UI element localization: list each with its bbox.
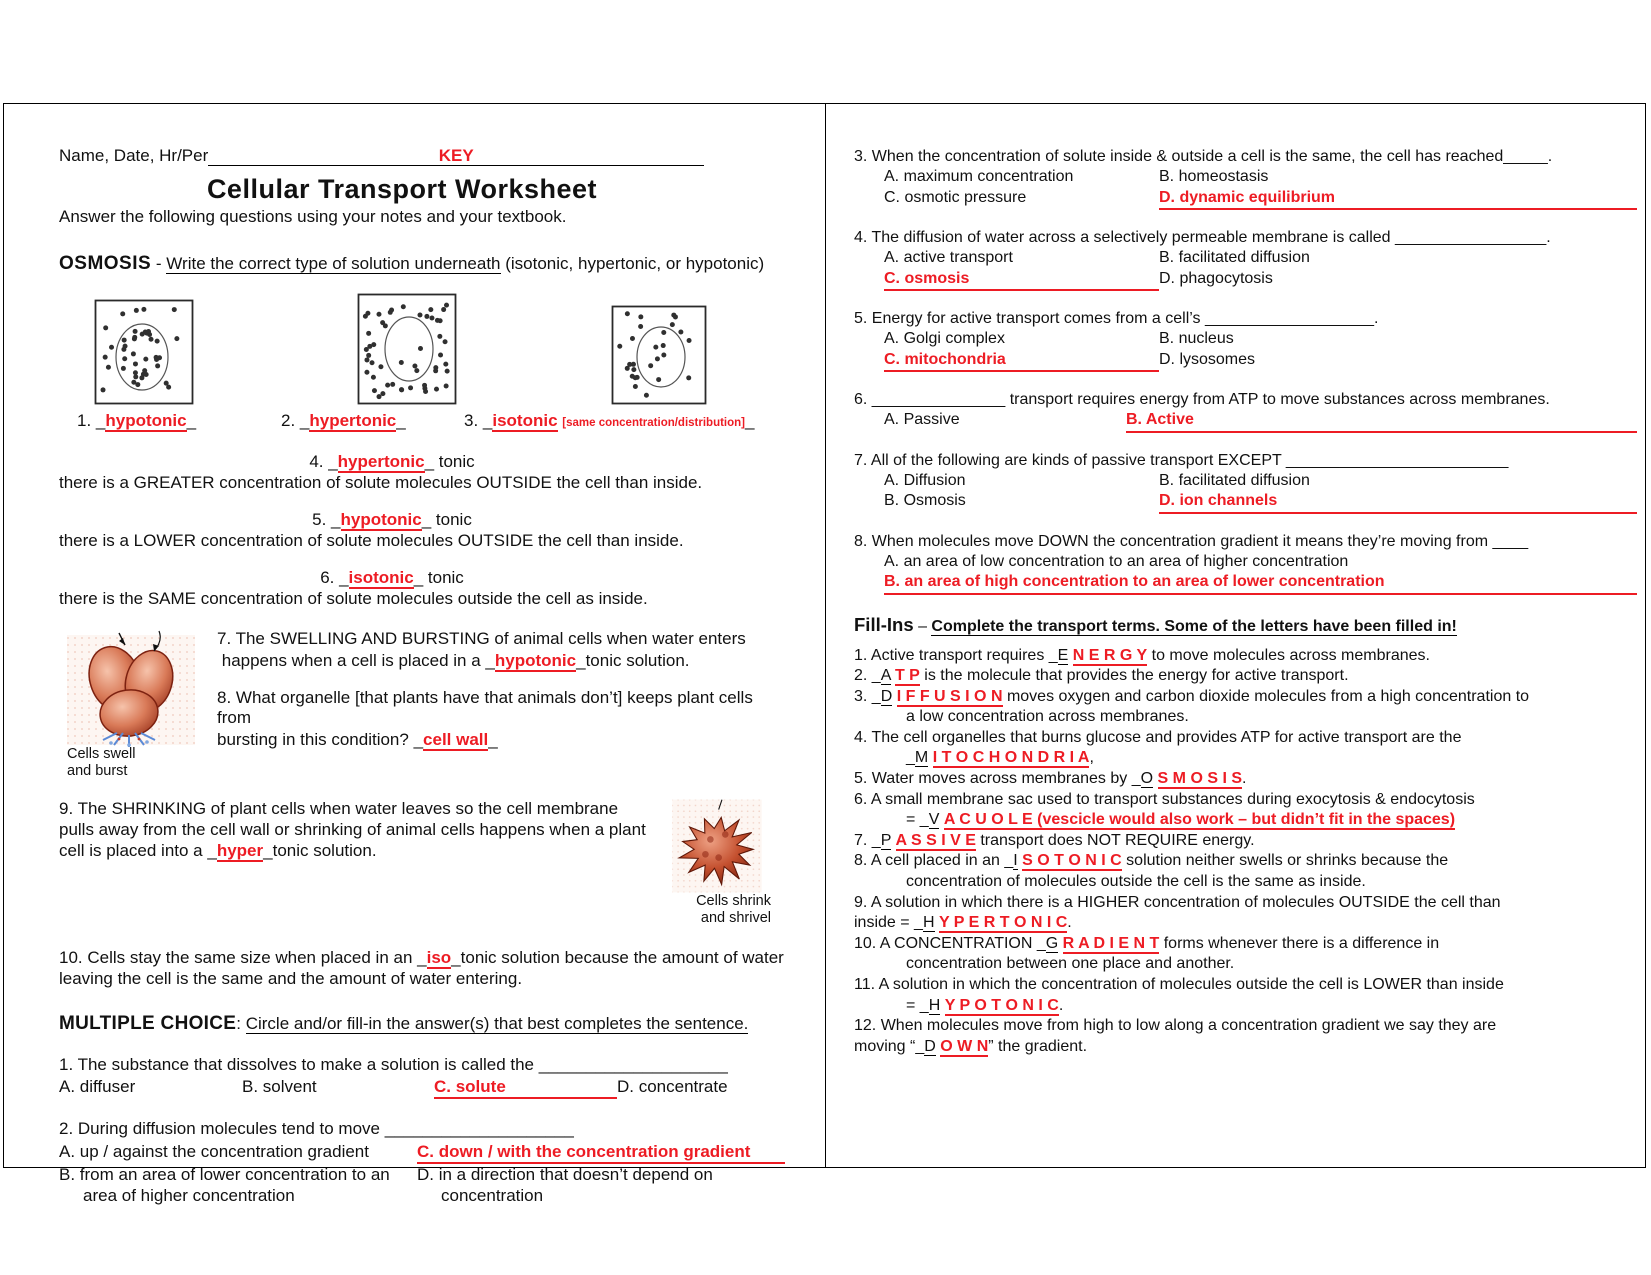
name-blank-line — [208, 146, 704, 166]
question-9-text: 9. The SHRINKING of plant cells when water leaves so the cell membrane pulls away from the cell wall or shrinking of animal cells happens when a plant cell is placed into a _hyper_tonic solution. — [59, 799, 646, 860]
fillin-answer: R A D I E N T — [1062, 934, 1160, 952]
mc-question-6-options — [854, 410, 1637, 433]
mc-question-3-options — [854, 167, 1637, 210]
fillin-line: 4. The cell organelles that burns glucose and provides ATP for active transport are the — [854, 728, 1462, 746]
mc2-option-3: B. from an area of lower concentration to an area of higher concentration — [59, 1165, 390, 1205]
mc-question-7-option-1: A. Diffusion — [884, 471, 966, 489]
mc-question-4-option-4: D. phagocytosis — [1159, 269, 1273, 287]
diagram-answer-3: isotonic — [492, 411, 558, 430]
mc-question-2-stem: 2. During diffusion molecules tend to move ____________________ — [59, 1119, 574, 1138]
fillin-item-9 — [854, 893, 1637, 934]
fillin-item-4 — [854, 728, 1637, 769]
fillin-given-letter: H — [922, 914, 935, 932]
tonic-answer-line: 4. _hypertonic_ tonic — [309, 452, 475, 471]
mc-question-8-option-1: A. an area of low concentration to an area of higher concentration — [884, 552, 1349, 570]
mc1-option-4: D. concentrate — [617, 1077, 728, 1096]
mc-question-8-stem: 8. When molecules move DOWN the concentration gradient it means they’re moving from ____ — [854, 532, 1529, 550]
fillin-line: 6. A small membrane sac used to transport substances during exocytosis & endocytosis — [854, 790, 1475, 808]
fillin-answer: Y P E R T O N I C — [938, 914, 1068, 932]
cells-shrink-figure — [661, 798, 773, 927]
tonic-question-5 — [59, 510, 785, 551]
cells-swell-caption: Cells swell and burst — [67, 746, 136, 779]
mc-question-3-stem: 3. When the concentration of solute inside & outside a cell is the same, the cell has reached_____. — [854, 148, 1553, 165]
fillin-given-letter: A — [880, 667, 891, 685]
fillin-line: 9. A solution in which there is a HIGHER concentration of molecules OUTSIDE the cell than — [854, 893, 1501, 911]
mc-question-3-option-4: D. dynamic equilibrium — [1159, 188, 1637, 211]
tonic-answer: isotonic — [348, 568, 414, 587]
fillin-line: 7. _P A S S I V E transport does NOT REQUIRE energy. — [854, 831, 1255, 849]
osmosis-heading: OSMOSIS — [59, 253, 152, 274]
osmosis-diagram-2 — [357, 293, 457, 405]
mc-question-8-option-2: B. an area of high concentration to an area of lower concentration — [884, 572, 1637, 595]
cells-swell-figure — [59, 629, 217, 780]
fillin-line: 12. When molecules move from high to low along a concentration gradient we say they are — [854, 1017, 1497, 1035]
mc-question-3-option-3: C. osmotic pressure — [884, 188, 1027, 206]
fillin-item-11 — [854, 975, 1637, 1016]
mc-question-7-option-3: B. Osmosis — [884, 492, 966, 509]
question-7-line2: happens when a cell is placed in a _hypotonic_tonic solution. — [221, 651, 690, 670]
fillin-line: moving “_D O W N” the gradient. — [854, 1037, 1088, 1055]
question-7-line1: 7. The SWELLING AND BURSTING of animal cells when water enters — [217, 629, 746, 648]
mc-question-6-stem: 6. _______________ transport requires energy from ATP to move substances across membranes. — [854, 391, 1550, 408]
tonic-answer-line: 6. _isotonic_ tonic — [320, 568, 464, 587]
fillin-answer: S M O S I S — [1157, 770, 1243, 788]
mc-question-8-options — [854, 552, 1637, 595]
question-8-line1: 8. What organelle [that plants have that animals don’t] keeps plant cells from — [217, 688, 753, 727]
mc-question-7-options — [854, 471, 1637, 514]
fillin-item-2 — [854, 666, 1637, 687]
fillin-given-letter: M — [914, 749, 929, 767]
fillin-line: inside = _H Y P E R T O N I C. — [854, 914, 1072, 932]
q10-answer: iso — [426, 948, 452, 967]
mc-question-3 — [854, 148, 1637, 210]
osmosis-diagram-1 — [94, 299, 194, 405]
page-right — [826, 104, 1647, 1167]
cells-swell-illustration — [59, 629, 209, 747]
fillin-line: concentration of molecules outside the cell is the same as inside. — [906, 873, 1366, 891]
diagram-label-2: 2. _hypertonic_ — [281, 411, 406, 430]
name-label: Name, Date, Hr/Per — [59, 146, 209, 165]
mc-question-3-option-1: A. maximum concentration — [884, 168, 1074, 185]
osmosis-dash: - — [151, 254, 167, 273]
mc-question-4-option-1: A. active transport — [884, 249, 1013, 266]
fillin-line: _M I T O C H O N D R I A, — [906, 749, 1094, 767]
mc-question-7-option-2: B. facilitated diffusion — [1159, 471, 1310, 489]
worksheet-sheet — [3, 103, 1646, 1205]
fillin-line: 8. A cell placed in an _I S O T O N I C solution neither swells or shrinks because the — [854, 852, 1449, 870]
mc2-option-1: A. up / against the concentration gradient — [59, 1142, 369, 1161]
mc-question-5-option-2: B. nucleus — [1159, 330, 1234, 347]
fillin-line: 5. Water moves across membranes by _O S M O S I S. — [854, 770, 1247, 788]
osmosis-paren: (isotonic, hypertonic, or hypotonic) — [500, 254, 765, 273]
fillin-given-letter: H — [928, 996, 941, 1014]
mc2-option-4: D. in a direction that doesn’t depend on concentration — [417, 1165, 713, 1205]
fillin-item-12 — [854, 1016, 1637, 1057]
mc-question-5-option-3: C. mitochondria — [884, 350, 1159, 373]
fillin-given-letter: I — [1013, 852, 1018, 870]
tonic-answer: hypertonic — [337, 452, 425, 471]
fillin-answer: N E R G Y — [1072, 646, 1148, 664]
cells-shrivel-illustration — [661, 798, 773, 894]
cells-shrink-caption: Cells shrink and shrivel — [696, 893, 771, 926]
mc-question-5-options — [854, 329, 1637, 372]
diagram-answer-note: [same concentration/distribution] — [562, 417, 746, 429]
mc-questions-3-8 — [854, 148, 1637, 595]
mc-question-8 — [854, 533, 1637, 595]
diagram-answer-1: hypotonic — [105, 411, 187, 430]
question-10: 10. Cells stay the same size when placed in an _iso_tonic solution because the amount of water leaving the cell is the same and the amount of water entering. — [59, 948, 784, 988]
mc-question-7-stem: 7. All of the following are kinds of passive transport EXCEPT _________________________ — [854, 451, 1509, 469]
fillin-given-letter: P — [880, 831, 892, 849]
fillin-item-3 — [854, 687, 1637, 728]
tonic-description: there is a LOWER concentration of solute molecules OUTSIDE the cell than inside. — [59, 531, 684, 550]
diagram-label-1: 1. _hypotonic_ — [77, 411, 197, 430]
fillin-answer: T P — [894, 667, 920, 685]
key-label: KEY — [438, 146, 474, 165]
osmosis-section-heading — [59, 253, 785, 275]
fillin-given-letter: D — [924, 1037, 936, 1055]
fillins-heading: Fill-Ins – Complete the transport terms. Some of the letters have been filled in! — [854, 613, 1457, 635]
fillins-list — [854, 646, 1637, 1058]
fillin-given-letter: O — [1140, 770, 1154, 788]
mc-question-4 — [854, 229, 1637, 291]
tonic-description: there is the SAME concentration of solute molecules outside the cell as inside. — [59, 589, 648, 608]
q7-answer: hypotonic — [494, 651, 577, 670]
mc-question-7 — [854, 452, 1637, 514]
tonic-description: there is a GREATER concentration of solute molecules OUTSIDE the cell than inside. — [59, 473, 703, 492]
fillin-given-letter: D — [880, 687, 893, 705]
mc1-option-3: C. solute — [434, 1077, 617, 1099]
fillin-item-10 — [854, 934, 1637, 975]
mc-question-6-option-2: B. Active — [1126, 410, 1637, 433]
fillin-given-letter: E — [1057, 646, 1069, 664]
mc-question-1-stem: 1. The substance that dissolves to make a solution is called the ____________________ — [59, 1055, 728, 1074]
diagram-label-3: 3. _isotonic [same concentration/distribution]_ — [464, 411, 755, 430]
mc-question-1-options — [59, 1077, 785, 1099]
fillin-answer: Y P O T O N I C — [944, 996, 1059, 1014]
fillins-instruction: Complete the transport terms. Some of the letters have been filled in! — [931, 617, 1457, 635]
mc-question-4-stem: 4. The diffusion of water across a selectively permeable membrane is called _________________. — [854, 229, 1551, 246]
osmosis-instruction: Write the correct type of solution underneath — [166, 254, 501, 273]
fillin-line: 3. _D I F F U S I O N moves oxygen and carbon dioxide molecules from a high concentration to — [854, 687, 1530, 705]
fillin-answer: A C U O L E (vescicle would also work – but didn’t fit in the spaces) — [943, 811, 1456, 829]
fillin-line: concentration between one place and another. — [906, 955, 1235, 973]
fillin-answer: O W N — [940, 1037, 989, 1055]
q8-answer: cell wall — [423, 730, 489, 749]
fillin-line: = _V A C U O L E (vescicle would also work – but didn’t fit in the spaces) — [906, 811, 1456, 829]
mc-question-4-option-2: B. facilitated diffusion — [1159, 249, 1310, 266]
fillin-given-letter: V — [928, 811, 940, 829]
fillin-line: a low concentration across membranes. — [906, 708, 1189, 726]
tonic-questions — [59, 452, 785, 609]
tonic-question-6 — [59, 568, 785, 609]
fillin-line: = _H Y P O T O N I C. — [906, 996, 1064, 1014]
mc-question-4-option-3: C. osmosis — [884, 269, 1159, 292]
mc-instruction: Circle and/or fill-in the answer(s) that best completes the sentence. — [245, 1014, 749, 1033]
name-date-line — [59, 146, 785, 166]
fillin-answer: I F F U S I O N — [896, 687, 1003, 705]
fillin-item-6 — [854, 790, 1637, 831]
mc2-option-2: C. down / with the concentration gradient — [417, 1141, 785, 1164]
mc-question-5-stem: 5. Energy for active transport comes from a cell’s ___________________. — [854, 310, 1379, 327]
fillin-given-letter: G — [1045, 934, 1059, 952]
fillin-item-5 — [854, 769, 1637, 790]
mc-question-5-option-4: D. lysosomes — [1159, 350, 1256, 368]
mc-question-5 — [854, 310, 1637, 372]
diagram-answer-2: hypertonic — [309, 411, 397, 430]
tonic-answer-line: 5. _hypotonic_ tonic — [312, 510, 472, 529]
q9-answer: hyper — [216, 841, 264, 860]
question-7-8-text — [217, 629, 785, 780]
mc1-option-2: B. solvent — [242, 1077, 317, 1096]
fillin-item-7 — [854, 831, 1637, 852]
fillin-answer: S O T O N I C — [1022, 852, 1122, 870]
page-left — [4, 104, 826, 1205]
mc-question-2-options — [59, 1141, 785, 1206]
fillin-line: 1. Active transport requires _E N E R G Y to move molecules across membranes. — [854, 646, 1430, 664]
osmosis-diagrams — [59, 291, 785, 407]
question-9-row — [59, 798, 785, 927]
tonic-question-4 — [59, 452, 785, 493]
mc1-option-1: A. diffuser — [59, 1077, 136, 1096]
page-title: Cellular Transport Worksheet — [206, 174, 598, 204]
multiple-choice-heading: MULTIPLE CHOICE: Circle and/or fill-in the answer(s) that best completes the sentence. — [59, 1013, 749, 1034]
fillin-answer: I T O C H O N D R I A — [932, 749, 1090, 767]
tonic-answer: hypotonic — [340, 510, 422, 529]
mc-question-4-options — [854, 248, 1637, 291]
mc-question-6-option-1: A. Passive — [884, 411, 960, 428]
osmosis-diagram-labels — [59, 411, 785, 435]
fillin-answer: A S S I V E — [895, 831, 976, 849]
osmosis-diagram-3 — [611, 305, 707, 405]
mc-question-7-option-4: D. ion channels — [1159, 491, 1637, 514]
question-8-line2: bursting in this condition? _cell wall_ — [217, 730, 498, 749]
fillin-line: 2. _A T P is the molecule that provides the energy for active transport. — [854, 667, 1349, 685]
worksheet-instructions: Answer the following questions using your notes and your textbook. — [59, 207, 567, 226]
fillin-line: 10. A CONCENTRATION _G R A D I E N T forms whenever there is a difference in — [854, 934, 1440, 952]
fillin-item-1 — [854, 646, 1637, 667]
mc-question-3-option-2: B. homeostasis — [1159, 168, 1269, 185]
question-7-8-row — [59, 629, 785, 780]
mc-question-6 — [854, 391, 1637, 433]
fillin-item-8 — [854, 851, 1637, 892]
fillin-line: 11. A solution in which the concentration of molecules outside the cell is LOWER than inside — [854, 976, 1504, 993]
mc-question-5-option-1: A. Golgi complex — [884, 330, 1005, 347]
